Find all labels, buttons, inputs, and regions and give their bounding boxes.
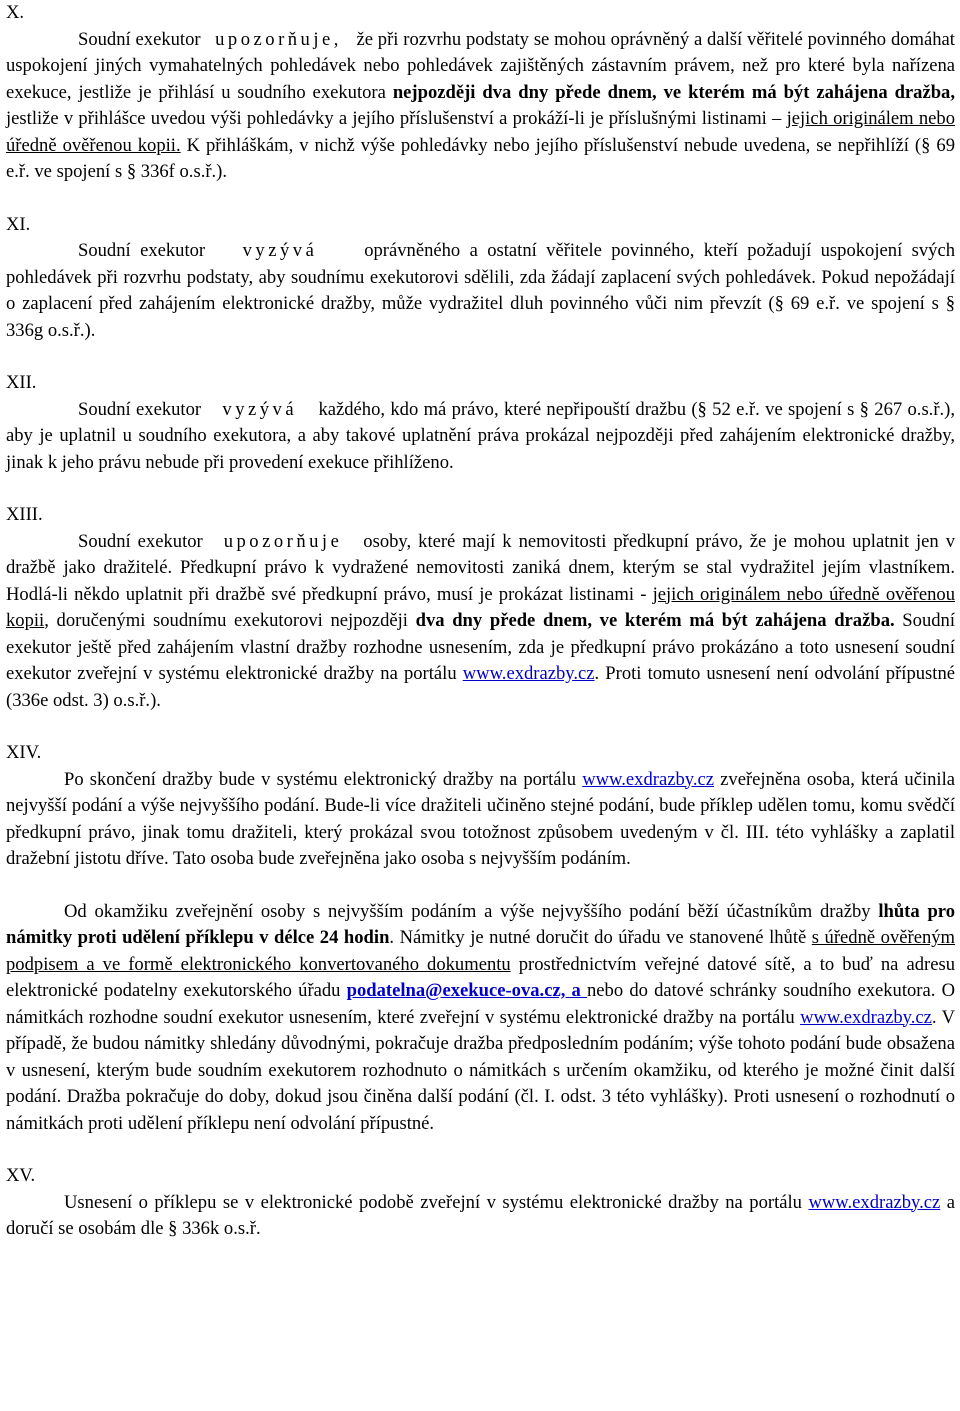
section-xv-numeral: XV.	[6, 1165, 36, 1186]
section-xiv	[6, 740, 955, 1137]
section-xii-subject: Soudní exekutor	[78, 398, 202, 420]
section-xiii-body-4: . Proti tomuto usnesení není odvolání přípustné (336e odst. 3) o.s.ř.).	[6, 663, 956, 711]
section-x-verb: upozorňuje,	[215, 28, 342, 50]
section-xiv-numeral: XIV.	[6, 742, 42, 763]
section-xii-verb: vyzývá	[222, 398, 298, 420]
section-x	[6, 0, 955, 186]
section-xi-numeral: XI.	[6, 213, 31, 235]
section-xii-body: každého, kdo má právo, které nepřipouští dražbu (§ 52 e.ř. ve spojení s § 267 o.s.ř.), aby je uplatnil u soudního exekutora, a aby takové uplatnění práva prokázal nejpozději před zahájením elektronické dražby, jinak k jeho právu nebude při provedení exekuce přihlíženo.	[6, 398, 956, 473]
exdrazby-link[interactable]: www.exdrazby.cz	[808, 1191, 941, 1213]
section-xi-subject: Soudní exekutor	[78, 240, 206, 261]
section-xiv-body-1: Po skončení dražby bude v systému elektronický dražby na portálu	[64, 768, 583, 790]
section-x-deadline: nejpozději dva dny přede dnem, ve kterém má být zahájena dražba,	[392, 81, 955, 103]
section-xiii-body-1: osoby, které mají k nemovitosti předkupní právo, že je mohou uplatnit jen v dražbě jako dražitelé. Předkupní právo k vydražené nemovitosti zaniká dnem, kterým se stal vydražitel jejím vlastníkem. Hodlá-li někdo uplatnit při dražbě své předkupní právo, musí je prokázat listinami -	[6, 530, 955, 605]
section-xiii	[6, 502, 955, 714]
section-xiv-p2-body-5: . V případě, že budou námitky shledány důvodnými, pokračuje dražba předposledním podáním; výše tohoto podání bude obsažena v usnesení, kterým bude soudním exekutorem rozhodnuto o námitkách s určením okamžiku, od kterého je možné činit další podání. Dražba pokračuje do doby, dokud jsou činěna další podání (čl. I. odst. 3 této vyhlášky). Proti usnesení o rozhodnutí o námitkách proti udělení příklepu není odvolání přípustné.	[6, 1006, 955, 1134]
section-xi-verb: vyzývá	[242, 240, 318, 261]
section-xiii-text	[6, 529, 955, 715]
section-xiv-text	[6, 767, 955, 873]
section-xiii-original-copy: jejich originálem nebo úředně ověřenou kopii	[6, 583, 956, 631]
section-xi-body: oprávněného a ostatní věřitele povinného, kteří požadují uspokojení svých pohledávek při rozvrhu podstaty, aby soudnímu exekutorovi sdělili, zda žádají zaplacení svých pohledávek. Pokud nepožádají o zaplacení před zahájením elektronické dražby, může vydražitel dluh povinného vůči nim převzít (§ 69 e.ř. ve spojení s § 336g o.s.ř.).	[6, 240, 955, 341]
section-xiv-objection-period: lhůta pro námitky proti udělení příklepu v délce 24 hodin	[6, 900, 956, 948]
section-xiii-verb: upozorňuje	[223, 530, 343, 552]
section-xi-text	[6, 238, 955, 344]
section-xi	[6, 212, 955, 345]
section-xiii-body-2: , doručenými soudnímu exekutorovi nejpozději	[44, 610, 416, 631]
section-x-text	[6, 27, 955, 186]
section-x-body-2: jestliže v přihlášce uvedou výši pohledávky a jejího příslušenství a prokáží-li je příslušnými listinami –	[6, 108, 787, 129]
section-xv-text	[6, 1190, 955, 1243]
section-xiii-body-3: Soudní exekutor ještě před zahájením vlastní dražby rozhodne usnesením, zda je předkupní právo prokázáno a toto usnesení soudní exekutor zveřejní v systému elektronické dražby na portálu	[6, 610, 955, 684]
section-xiv-p2-body-3: prostřednictvím veřejné datové sítě, a to buď na adresu elektronické podatelny exekutorského úřadu	[6, 953, 955, 1001]
section-xiv-p2-body-1: Od okamžiku zveřejnění osoby s nejvyšším podáním a výše nejvyššího podání běží účastníkům dražby	[64, 900, 879, 922]
exdrazby-link[interactable]: www.exdrazby.cz	[462, 663, 595, 684]
section-xv-body-2: a doručí se osobám dle § 336k o.s.ř.	[6, 1191, 956, 1239]
section-xiv-p2-body-4: nebo do datové schránky soudního exekutora. O námitkách rozhodne soudní exekutor usnesením, které zveřejní v systému elektronické dražby na portálu	[6, 980, 955, 1028]
section-xiv-objections-text	[6, 899, 955, 1138]
section-xiv-signature-form: s úředně ověřeným podpisem a ve formě elektronického konvertovaného dokumentu	[6, 927, 956, 975]
section-x-body-1: že při rozvrhu podstaty se mohou oprávněný a další věřitelé povinného domáhat uspokojení jiných vymahatelných pohledávek nebo pohledávek zajištěných zástavním právem, než pro které byla nařízena exekuce, jestliže je přihlásí u soudního exekutora	[6, 28, 955, 103]
section-xiii-numeral: XIII.	[6, 504, 43, 525]
section-xiv-body-2: zveřejněna osoba, která učinila nejvyšší podání a výše nejvyššího podání. Bude-li více dražiteli učiněno stejné podání, bude příklep udělen tomu, komu svědčí předkupní právo, jinak tomu dražiteli, který prokázal svou totožnost způsobem uvedeným v čl. III. této vyhlášky a zaplatil dražební jistotu dříve. Tato osoba bude zveřejněna jako osoba s nejvyšším podáním.	[6, 768, 955, 869]
section-x-original-copy: jejich originálem nebo úředně ověřenou kopii.	[6, 108, 955, 156]
section-xii-numeral: XII.	[6, 372, 37, 393]
section-x-numeral: X.	[6, 2, 25, 23]
exdrazby-link[interactable]: www.exdrazby.cz	[800, 1006, 932, 1028]
section-xv-body-1: Usnesení o příklepu se v elektronické podobě zveřejní v systému elektronické dražby na portálu	[64, 1191, 809, 1213]
podatelna-email-link[interactable]: podatelna@exekuce-ova.cz, a	[346, 980, 587, 1001]
section-xiii-deadline: dva dny přede dnem, ve kterém má být zahájena dražba.	[415, 610, 895, 631]
section-x-body-3: K přihláškám, v nichž výše pohledávky nebo jejího příslušenství nebude uvedena, se nepřihlíží (§ 69 e.ř. ve spojení s § 336f o.s.ř.).	[6, 134, 955, 182]
section-x-subject: Soudní exekutor	[78, 28, 201, 50]
section-xiii-subject: Soudní exekutor	[78, 530, 203, 552]
section-xii	[6, 370, 955, 476]
section-xv	[6, 1163, 955, 1243]
exdrazby-link[interactable]: www.exdrazby.cz	[582, 768, 714, 790]
section-xii-text	[6, 397, 955, 477]
section-xiv-p2-body-2: . Námitky je nutné doručit do úřadu ve stanovené lhůtě	[389, 927, 812, 948]
